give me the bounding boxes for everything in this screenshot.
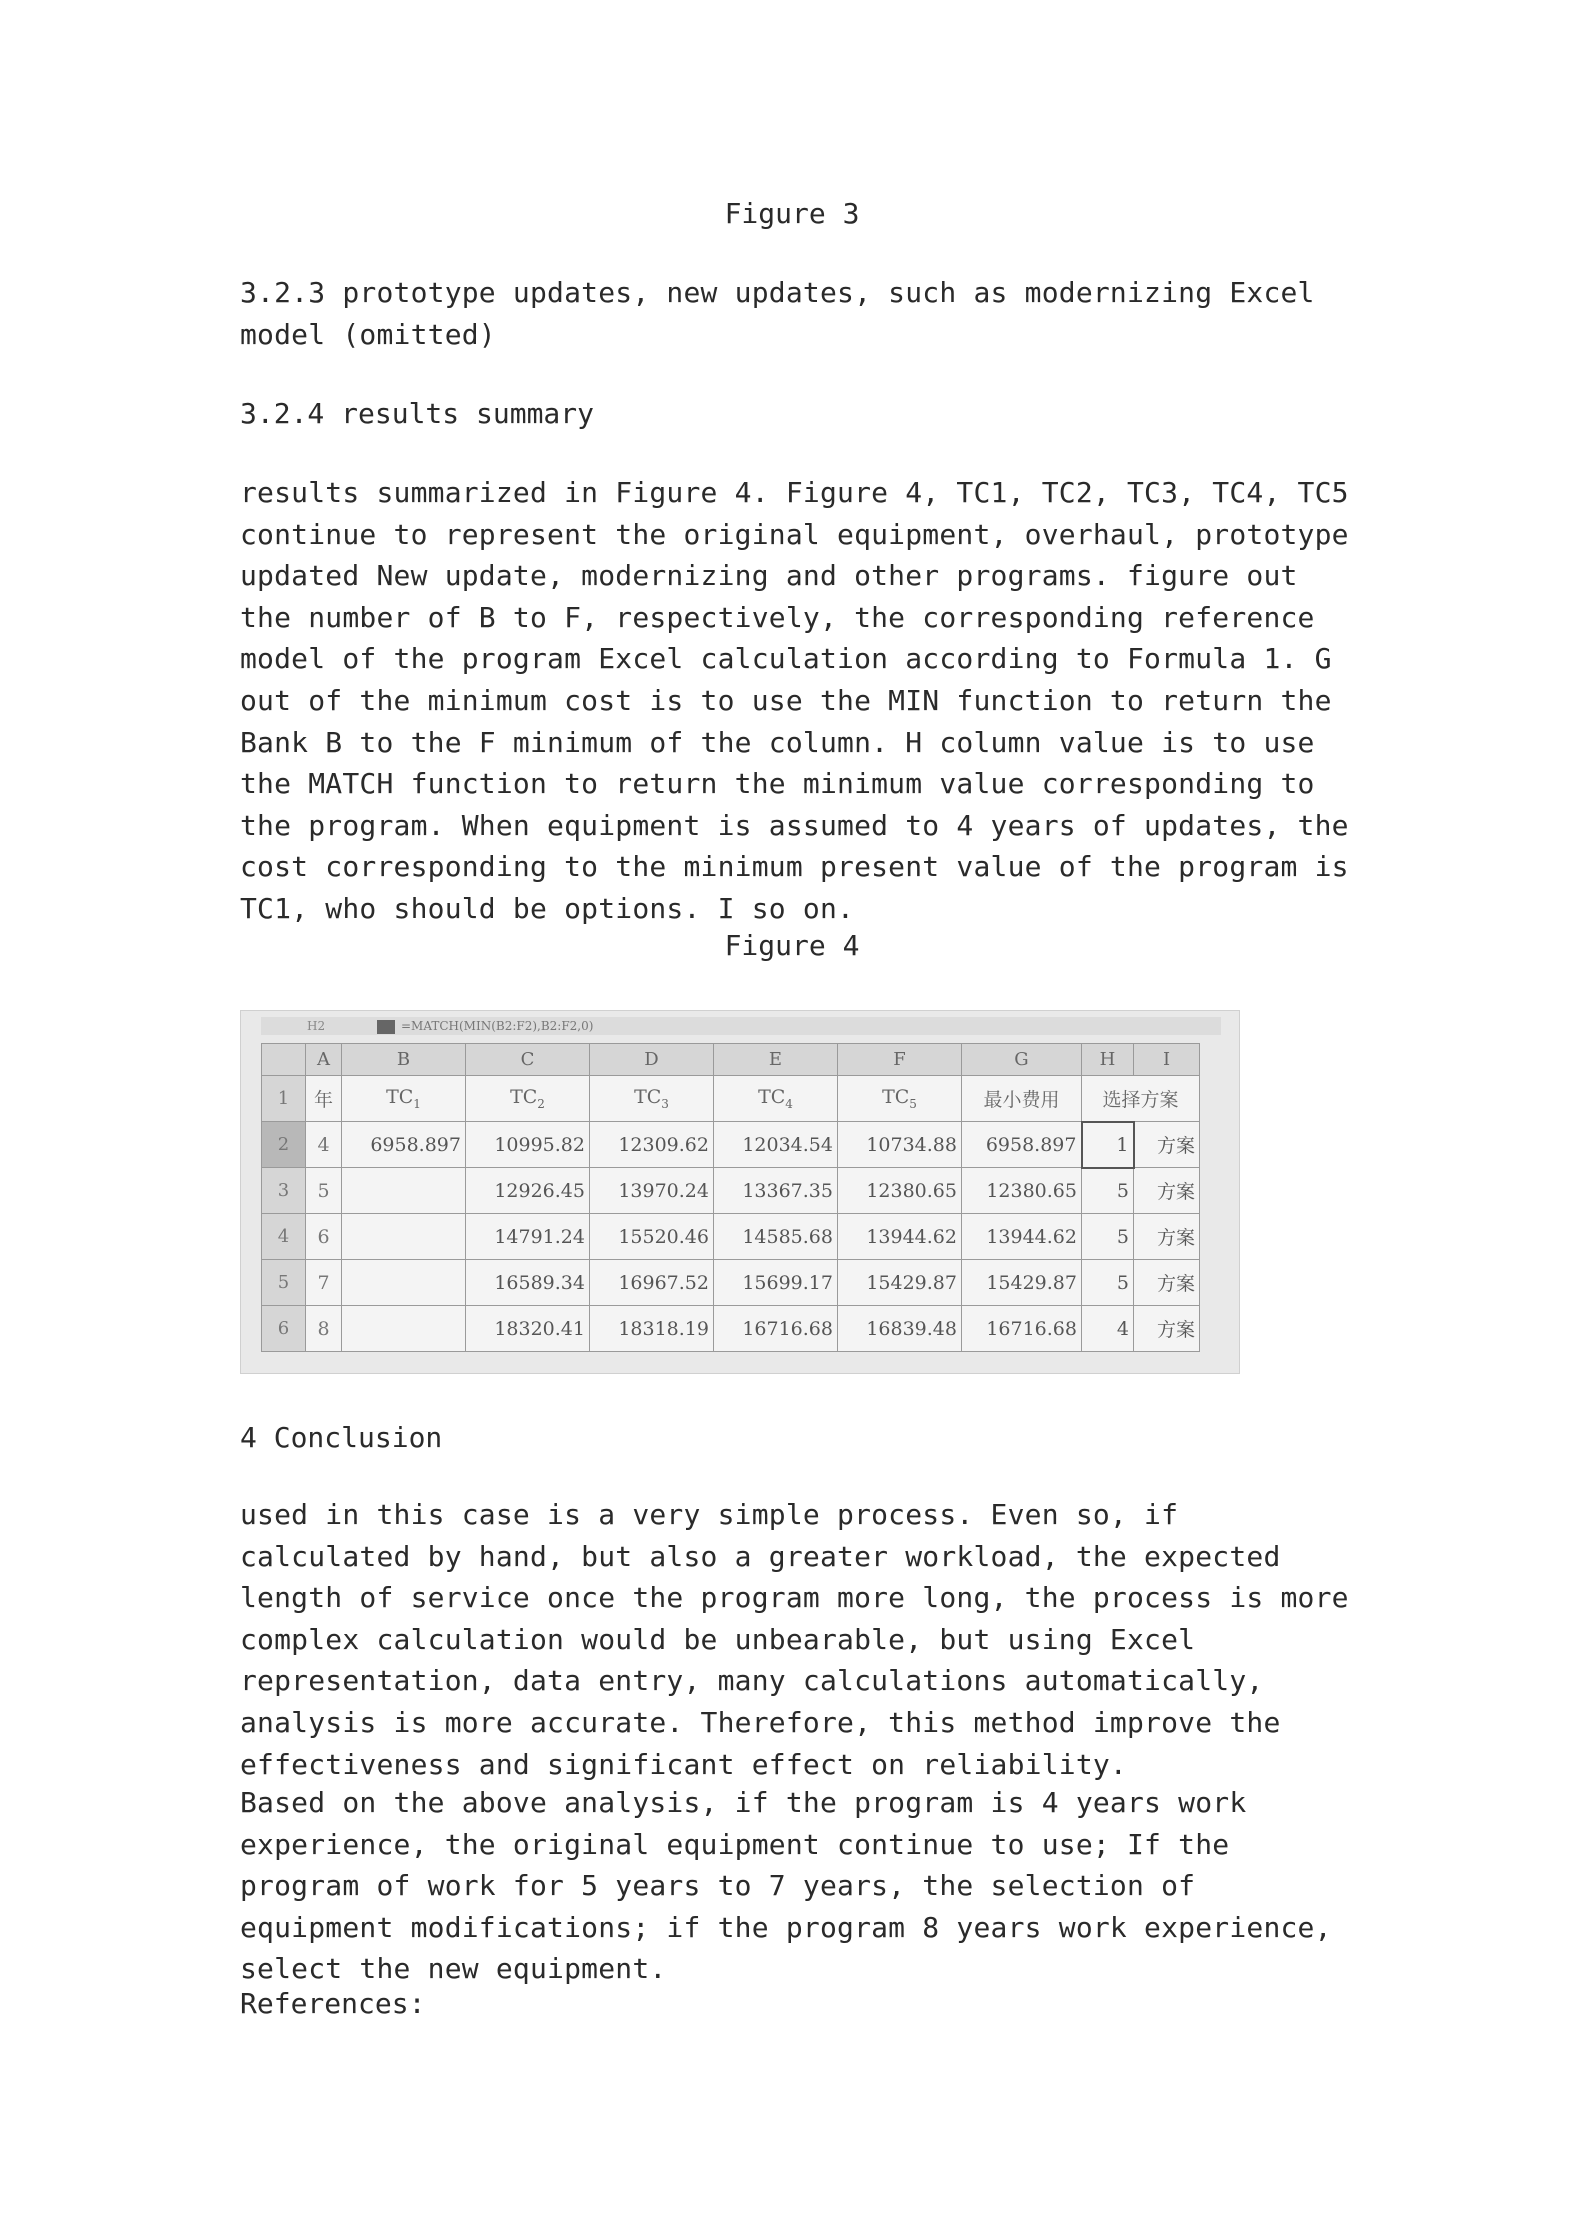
cell-tc2: 18320.41 <box>466 1306 590 1352</box>
row-number: 4 <box>262 1214 306 1260</box>
cell-tc1 <box>342 1168 466 1214</box>
cell-tc1: 6958.897 <box>342 1122 466 1168</box>
column-header-a: A <box>306 1044 342 1076</box>
cell-tc2: 16589.34 <box>466 1260 590 1306</box>
conclusion-paragraph-1: used in this case is a very simple process. Even so, if calculated by hand, but also a greater workload, the expected length of service once the program more long, the process is more complex calculation would be unbearable, but using Excel representation, data entry, many calculations automatically, analysis is more accurate. Therefore, this method improve the effectiveness and significant effect on reliability. <box>240 1498 1349 1781</box>
formula-bar <box>261 1017 1221 1035</box>
cell-tc4: 12034.54 <box>714 1122 838 1168</box>
header-tc1: $TC_1$ <box>342 1076 466 1122</box>
formula-icon <box>377 1020 395 1034</box>
cell-tc2: 10995.82 <box>466 1122 590 1168</box>
results-paragraph: results summarized in Figure 4. Figure 4, TC1, TC2, TC3, TC4, TC5 continue to represent the original equipment, overhaul, prototype updated New update, modernizing and other programs. figure out the number of B to F, respectively, the corresponding reference model of the program Excel calculation according to Formula 1. G out of the minimum cost is to use the MIN function to return the Bank B to the F minimum of the column. H column value is to use the MATCH function to return the minimum value corresponding to the program. When equipment is assumed to 4 years of updates, the cost corresponding to the minimum present value of the program is TC1, who should be options. I so on. <box>240 476 1349 925</box>
cell-min: 16716.68 <box>962 1306 1082 1352</box>
table-row <box>262 1122 1200 1168</box>
cell-tc3: 18318.19 <box>590 1306 714 1352</box>
cell-tc3: 15520.46 <box>590 1214 714 1260</box>
cell-tc1 <box>342 1214 466 1260</box>
name-box: H2 <box>307 1019 326 1033</box>
row-number: 1 <box>262 1076 306 1122</box>
column-header-i: I <box>1134 1044 1200 1076</box>
cell-min: 12380.65 <box>962 1168 1082 1214</box>
column-header-g: G <box>962 1044 1082 1076</box>
cell-index: 5 <box>1082 1260 1134 1306</box>
cell-year: 8 <box>306 1306 342 1352</box>
figure-4-caption: Figure 4 <box>724 929 860 962</box>
header-choice: 选择方案 <box>1082 1076 1200 1122</box>
cell-min: 6958.897 <box>962 1122 1082 1168</box>
cell-tc5: 16839.48 <box>838 1306 962 1352</box>
cell-plan: 方案 <box>1134 1214 1200 1260</box>
header-tc3: $TC_3$ <box>590 1076 714 1122</box>
cell-year: 6 <box>306 1214 342 1260</box>
cell-index-selected: 1 <box>1082 1122 1134 1168</box>
table-row <box>262 1214 1200 1260</box>
spreadsheet-figure <box>240 1010 1240 1374</box>
column-header-row <box>262 1044 1200 1076</box>
cell-tc2: 12926.45 <box>466 1168 590 1214</box>
column-header-h: H <box>1082 1044 1134 1076</box>
section-3-2-4-heading: 3.2.4 results summary <box>240 397 595 430</box>
header-tc2: $TC_2$ <box>466 1076 590 1122</box>
cell-tc5: 13944.62 <box>838 1214 962 1260</box>
cell-year: 5 <box>306 1168 342 1214</box>
cell-tc5: 12380.65 <box>838 1168 962 1214</box>
cell-plan: 方案 <box>1134 1306 1200 1352</box>
cell-tc3: 16967.52 <box>590 1260 714 1306</box>
header-row <box>262 1076 1200 1122</box>
cell-plan: 方案 <box>1134 1260 1200 1306</box>
cell-tc5: 15429.87 <box>838 1260 962 1306</box>
header-tc5: $TC_5$ <box>838 1076 962 1122</box>
cell-min: 15429.87 <box>962 1260 1082 1306</box>
cell-year: 4 <box>306 1122 342 1168</box>
cell-index: 5 <box>1082 1214 1134 1260</box>
formula-text: =MATCH(MIN(B2:F2),B2:F2,0) <box>401 1019 594 1033</box>
cell-year: 7 <box>306 1260 342 1306</box>
header-year: 年 <box>306 1076 342 1122</box>
section-3-2-3-paragraph: 3.2.3 prototype updates, new updates, such as modernizing Excel model (omitted) <box>240 276 1315 351</box>
row-number: 6 <box>262 1306 306 1352</box>
row-number: 3 <box>262 1168 306 1214</box>
cell-index: 5 <box>1082 1168 1134 1214</box>
row-number: 2 <box>262 1122 306 1168</box>
cell-tc4: 15699.17 <box>714 1260 838 1306</box>
column-header-f: F <box>838 1044 962 1076</box>
table-row <box>262 1260 1200 1306</box>
cell-tc4: 16716.68 <box>714 1306 838 1352</box>
table-row <box>262 1306 1200 1352</box>
references-heading: References: <box>240 1987 426 2020</box>
header-tc4: $TC_4$ <box>714 1076 838 1122</box>
column-header-e: E <box>714 1044 838 1076</box>
corner-cell <box>262 1044 306 1076</box>
column-header-b: B <box>342 1044 466 1076</box>
cell-plan: 方案 <box>1134 1122 1200 1168</box>
cell-tc3: 12309.62 <box>590 1122 714 1168</box>
column-header-c: C <box>466 1044 590 1076</box>
cell-tc4: 14585.68 <box>714 1214 838 1260</box>
table-row <box>262 1168 1200 1214</box>
cell-tc1 <box>342 1260 466 1306</box>
cell-tc3: 13970.24 <box>590 1168 714 1214</box>
cell-index: 4 <box>1082 1306 1134 1352</box>
spreadsheet-grid <box>261 1043 1200 1352</box>
header-min-cost: 最小费用 <box>962 1076 1082 1122</box>
figure-3-caption: Figure 3 <box>724 197 860 230</box>
conclusion-paragraph-2: Based on the above analysis, if the program is 4 years work experience, the original equipment continue to use; If the program of work for 5 years to 7 years, the selection of equipment modifications; if the program 8 years work experience, select the new equipment. <box>240 1786 1332 1986</box>
conclusion-heading: 4 Conclusion <box>240 1421 443 1454</box>
cell-plan: 方案 <box>1134 1168 1200 1214</box>
cell-tc4: 13367.35 <box>714 1168 838 1214</box>
cell-tc5: 10734.88 <box>838 1122 962 1168</box>
cell-tc1 <box>342 1306 466 1352</box>
row-number: 5 <box>262 1260 306 1306</box>
cell-min: 13944.62 <box>962 1214 1082 1260</box>
column-header-d: D <box>590 1044 714 1076</box>
cell-tc2: 14791.24 <box>466 1214 590 1260</box>
